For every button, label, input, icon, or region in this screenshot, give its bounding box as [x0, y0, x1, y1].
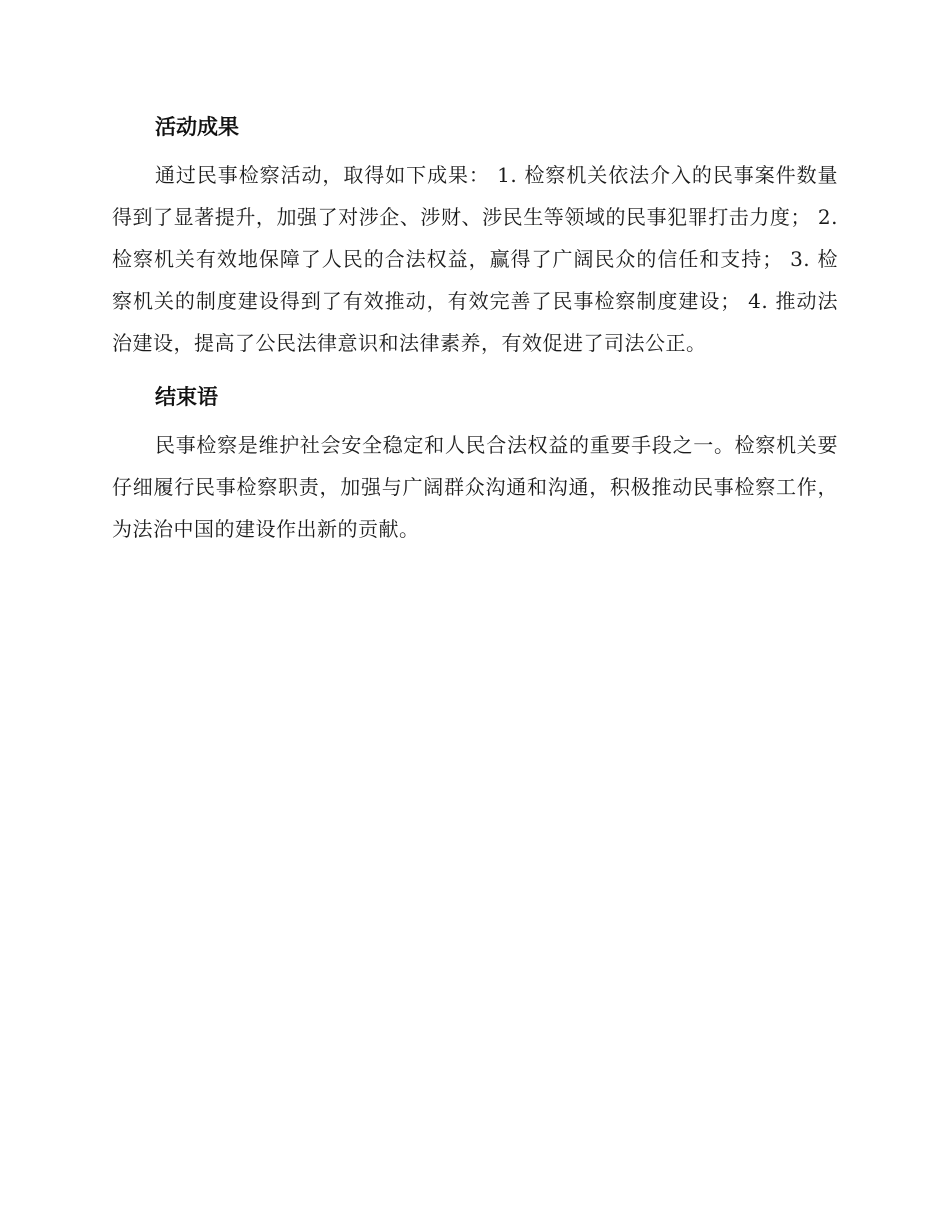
conclusion-paragraph: 民事检察是维护社会安全稳定和人民合法权益的重要手段之一。检察机关要仔细履行民事检察职责，加强与广阔群众沟通和沟通，积极推动民事检察工作，为法治中国的建设作出新的贡献。 [112, 433, 838, 541]
results-paragraph: 通过民事检察活动，取得如下成果： 1. 检察机关依法介入的民事案件数量得到了显著提升，加强了对涉企、涉财、涉民生等领域的民事犯罪打击力度； 2. 检察机关有效地保障了人民的合法权益，赢得了广阔民众的信任和支持； 3. 检察机关的制度建设得到了有效推动，有效完善了民事检察制度建设； 4. 推动法治建设，提高了公民法律意识和法律素养，有效促进了司法公正。 [112, 163, 838, 355]
section-heading-conclusion: 结束语 [155, 385, 218, 409]
section-heading-results: 活动成果 [155, 115, 239, 139]
